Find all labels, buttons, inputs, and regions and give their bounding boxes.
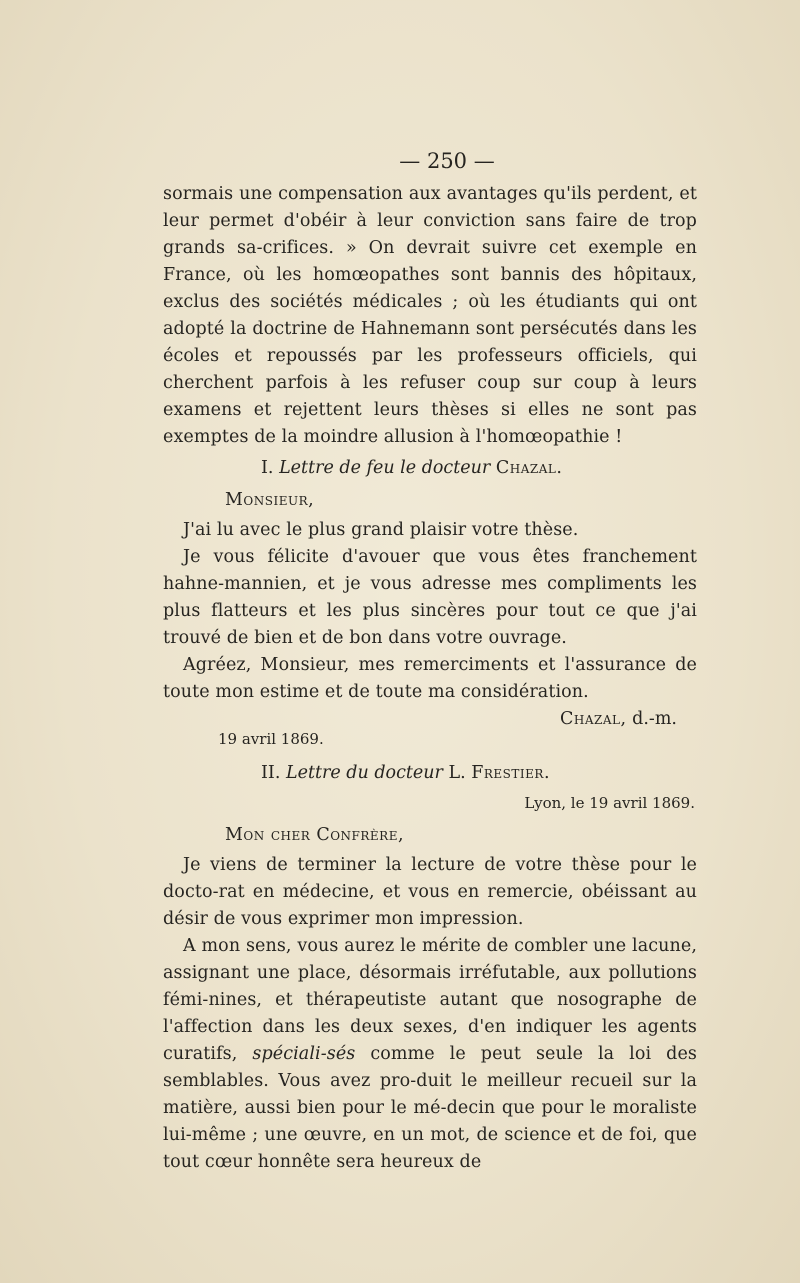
letter-1-paragraph-1: J'ai lu avec le plus grand plaisir votre thèse. xyxy=(183,520,579,540)
letter-2-salutation: Mon cher Confrère, xyxy=(225,825,405,845)
letter-1-title: Lettre de feu le docteur xyxy=(279,458,491,478)
letter-2-paragraph-2-italic: spéciali-sés xyxy=(252,1044,356,1064)
letter-2-heading xyxy=(163,760,697,792)
intro-paragraph: sormais une compensation aux avantages qu'ils perdent, et leur permet d'obéir à leur conviction sans faire de trop grands sa-crifices. » On devrait suivre cet exemple en France, où les homœopathes sont bannis des hôpitaux, exclus des sociétés médicales ; où les étudiants qui ont adopté la doctrine de Hahnemann sont persécutés dans les écoles et repoussés par les professeurs officiels, qui cherchent parfois à les refuser coup sur coup à leurs examens et rejettent leurs thèses si elles ne sont pas exemptes de la moindre allusion à l'homœopathie ! xyxy=(163,184,697,447)
letter-1-number: I. xyxy=(261,458,274,478)
page-number: — 250 — xyxy=(399,149,495,173)
letter-2-paragraph-2-part-2: comme le peut seule la loi des semblables. Vous avez pro-duit le meilleur recueil sur la matière, aussi bien pour le mé-decin que pour le moraliste lui-même ; une œuvre, en un mot, de science et de foi, que tout cœur honnête sera heureux de xyxy=(163,1044,697,1172)
letter-1-paragraph-2: Je vous félicite d'avouer que vous êtes franchement hahne-mannien, et je vous adresse mes compliments les plus flatteurs et les plus sincères pour tout ce que j'ai trouvé de bien et de bon dans votre ouvrage. xyxy=(163,547,697,648)
letter-1-heading xyxy=(163,455,697,487)
letter-2-paragraph-2 xyxy=(163,933,697,1176)
letter-2-number: II. xyxy=(261,763,281,783)
letter-1-date: 19 avril 1869. xyxy=(218,730,324,748)
letter-2-author: Frestier. xyxy=(471,763,551,783)
letter-2-author-initial: L. xyxy=(448,763,466,783)
letter-1-signature-name: Chazal, xyxy=(560,709,627,729)
page-text xyxy=(163,141,697,1176)
letter-2-paragraph-2-part-1: A mon sens, vous aurez le mérite de combler une lacune, assignant une place, désormais irréfutable, aux pollutions fémi-nines, et thérapeutiste autant que nosographe de l'affection dans les deux sexes, d'en indiquer les agents curatifs, xyxy=(163,936,697,1064)
letter-1-author: Chazal. xyxy=(495,458,563,478)
letter-1-signature-title: d.-m. xyxy=(632,709,677,729)
letter-2-paragraph-1: Je viens de terminer la lecture de votre thèse pour le docto-rat en médecine, et vous en remercie, obéissant au désir de vous exprimer mon impression. xyxy=(163,855,697,929)
letter-1-salutation: Monsieur, xyxy=(225,490,315,510)
letter-2-place-date: Lyon, le 19 avril 1869. xyxy=(524,794,695,812)
letter-1-signature xyxy=(163,706,697,728)
letter-2-title: Lettre du docteur xyxy=(285,763,443,783)
letter-1-paragraph-3: Agréez, Monsieur, mes remerciments et l'assurance de toute mon estime et de toute ma considération. xyxy=(163,655,697,702)
